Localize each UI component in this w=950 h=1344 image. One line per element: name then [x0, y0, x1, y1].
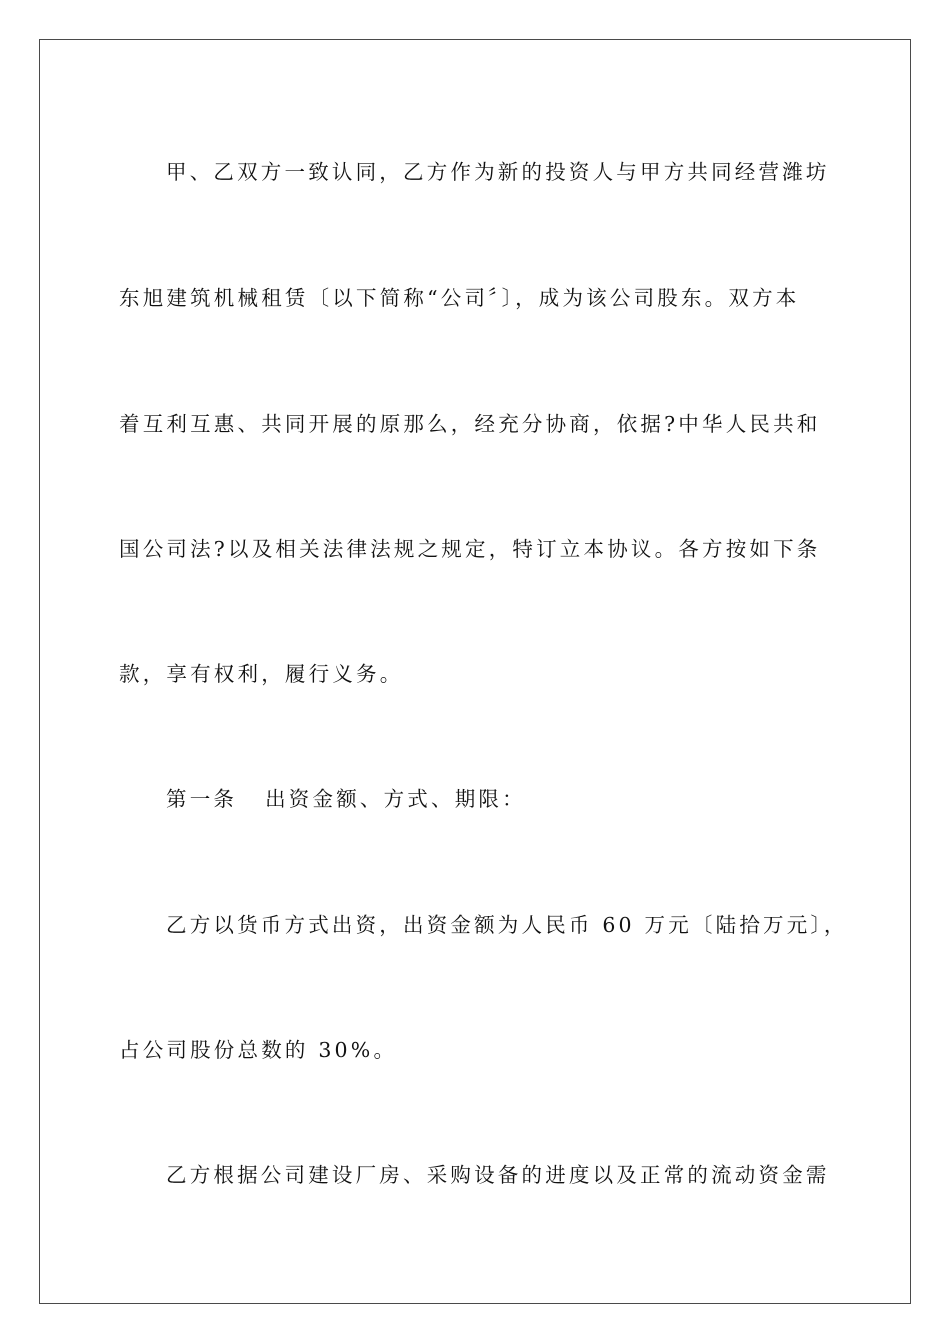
paragraph-1-line-3: 着互利互惠、共同开展的原那么，经充分协商，依据?中华人民共和: [119, 412, 821, 436]
article-1-heading: [119, 779, 839, 819]
article-1-title: 出资金额、方式、期限：: [265, 787, 526, 811]
document-page: [39, 39, 911, 1304]
paragraph-3-line-1: 乙方根据公司建设厂房、采购设备的进度以及正常的流动资金需: [166, 1163, 830, 1187]
paragraph-1-line-5: 款，享有权利，履行义务。: [119, 662, 404, 686]
paragraph-1-line-4: 国公司法?以及相关法律法规之规定，特订立本协议。各方按如下条: [119, 537, 821, 561]
paragraph-2-line-2: 占公司股份总数的 30%。: [119, 1038, 398, 1062]
paragraph-1-line-2: 东旭建筑机械租赁〔以下简称“公司〞〕，成为该公司股东。双方本: [119, 286, 800, 310]
paragraph-1-line-1: 甲、乙双方一致认同，乙方作为新的投资人与甲方共同经营潍坊: [166, 160, 830, 184]
article-1-label: 第一条: [166, 787, 238, 811]
paragraph-2-line-1: 乙方以货币方式出资，出资金额为人民币 60 万元〔陆拾万元〕，: [166, 913, 848, 937]
